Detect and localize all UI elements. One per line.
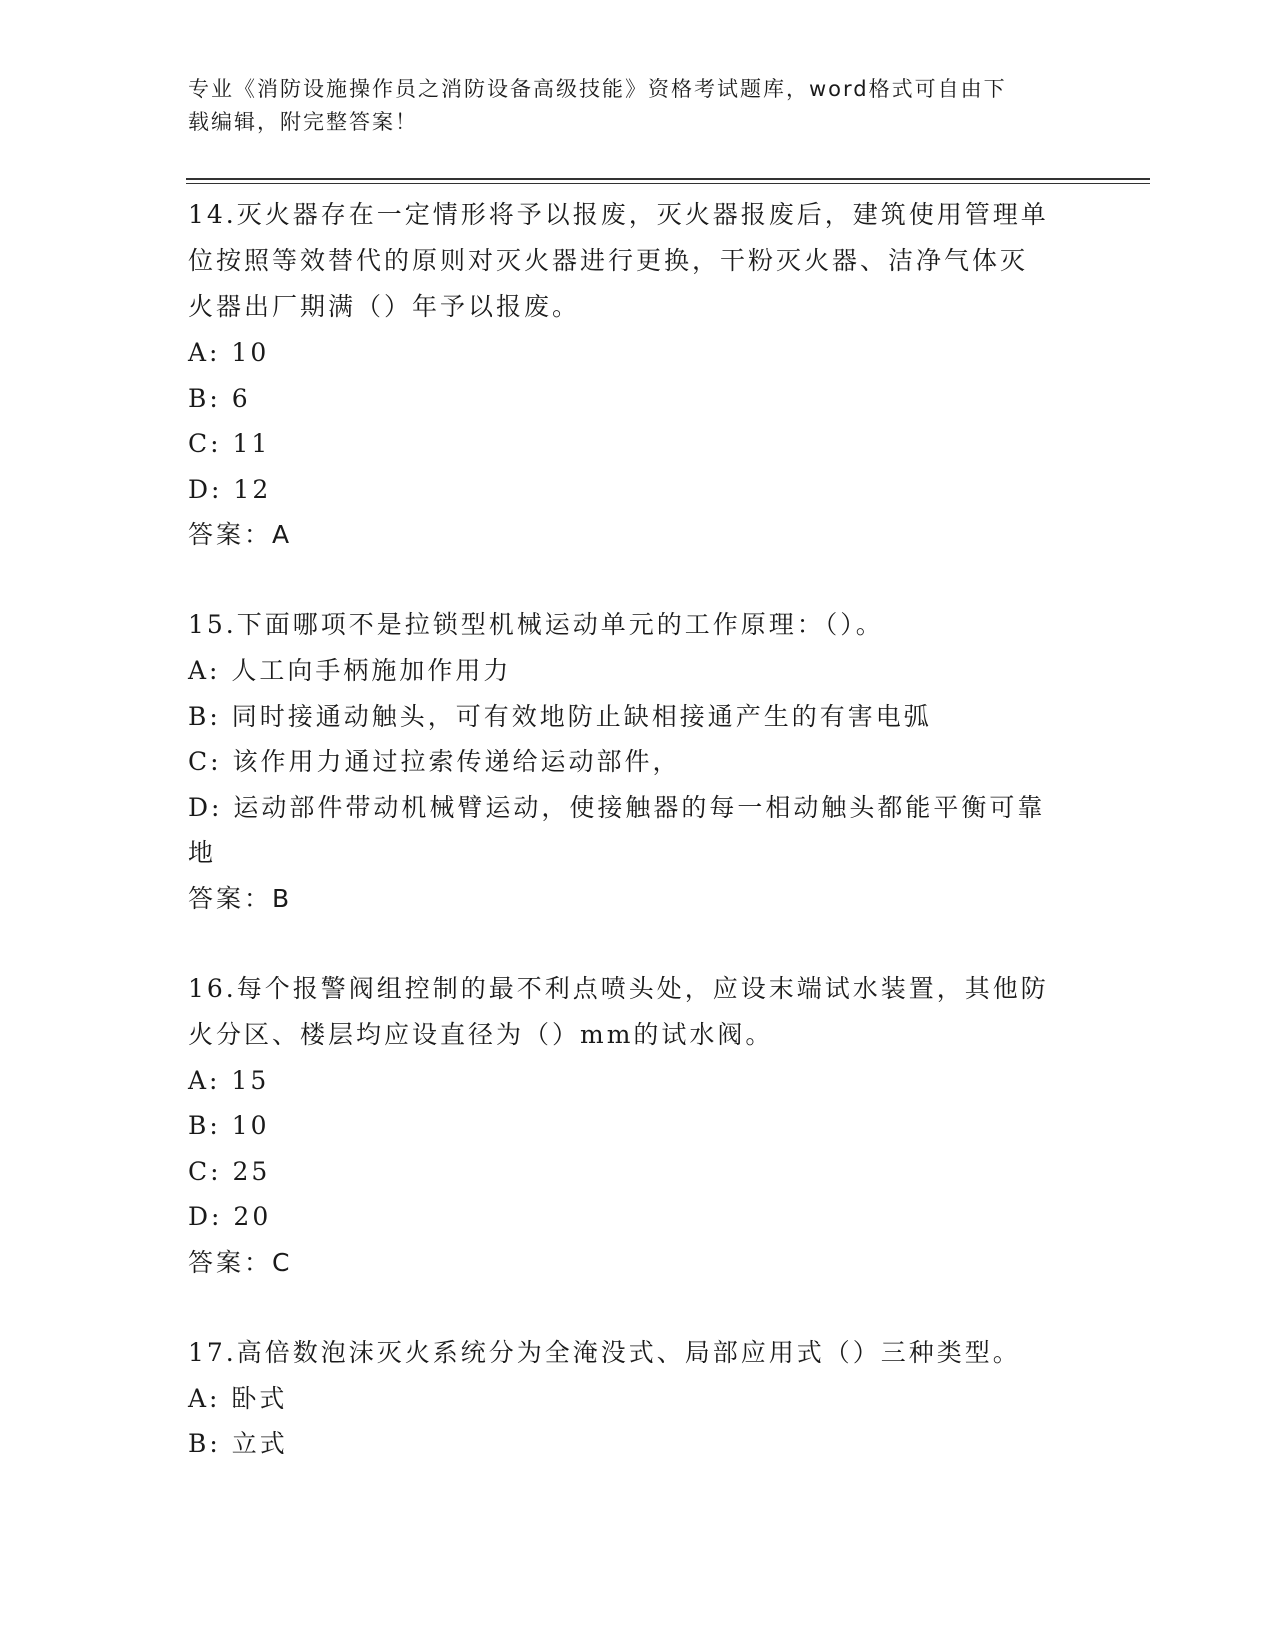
option-c: C: 该作用力通过拉索传递给运动部件， [188, 747, 681, 776]
option-a: A: 卧式 [188, 1383, 288, 1413]
option-a: A: 人工向手柄施加作用力 [188, 656, 512, 685]
option-b: B: 6 [188, 383, 251, 413]
option-d: D: 运动部件带动机械臂运动，使接触器的每一相动触头都能平衡可靠 [188, 792, 1046, 822]
question-16 [188, 966, 1088, 1286]
question-stem-line: 15.下面哪项不是拉锁型机械运动单元的工作原理：（）。 [188, 610, 884, 639]
option-d: D: 20 [188, 1202, 272, 1231]
question-stem-line: 16.每个报警阀组控制的最不利点喷头处，应设末端试水装置，其他防 [188, 973, 1049, 1003]
question-stem-line: 17.高倍数泡沫灭火系统分为全淹没式、局部应用式（）三种类型。 [188, 1337, 1021, 1367]
option-c: C: 25 [188, 1156, 271, 1186]
option-c: C: 11 [188, 429, 271, 458]
option-b: B: 10 [188, 1111, 270, 1140]
question-stem-line: 位按照等效替代的原则对灭火器进行更换，干粉灭火器、洁净气体灭 [188, 246, 1029, 275]
intro-line-2: 载编辑，附完整答案！ [188, 110, 418, 134]
intro-line-1: 专业《消防设施操作员之消防设备高级技能》资格考试题库，word格式可自由下 [188, 77, 1007, 101]
option-d: D: 12 [188, 474, 272, 504]
question-stem-line: 14.灭火器存在一定情形将予以报废，灭火器报废后，建筑使用管理单 [188, 200, 1049, 229]
option-b: B: 立式 [188, 1429, 288, 1458]
answer-line: 答案：C [188, 1247, 293, 1277]
question-stem-line: 火器出厂期满（）年予以报废。 [188, 292, 581, 321]
answer-line: 答案：B [188, 883, 293, 913]
option-b: B: 同时接通动触头，可有效地防止缺相接通产生的有害电弧 [188, 701, 932, 731]
answer-line: 答案：A [188, 520, 293, 549]
document-intro [188, 73, 1068, 139]
option-a: A: 10 [188, 338, 270, 367]
header-divider [186, 178, 1150, 184]
question-17 [188, 1330, 1088, 1467]
option-a: A: 15 [188, 1065, 270, 1095]
question-14 [188, 192, 1088, 558]
option-d-continuation: 地 [188, 838, 217, 867]
question-list [188, 192, 1088, 1511]
question-15 [188, 602, 1088, 922]
question-stem-line: 火分区、楼层均应设直径为（）mm的试水阀。 [188, 1019, 774, 1049]
